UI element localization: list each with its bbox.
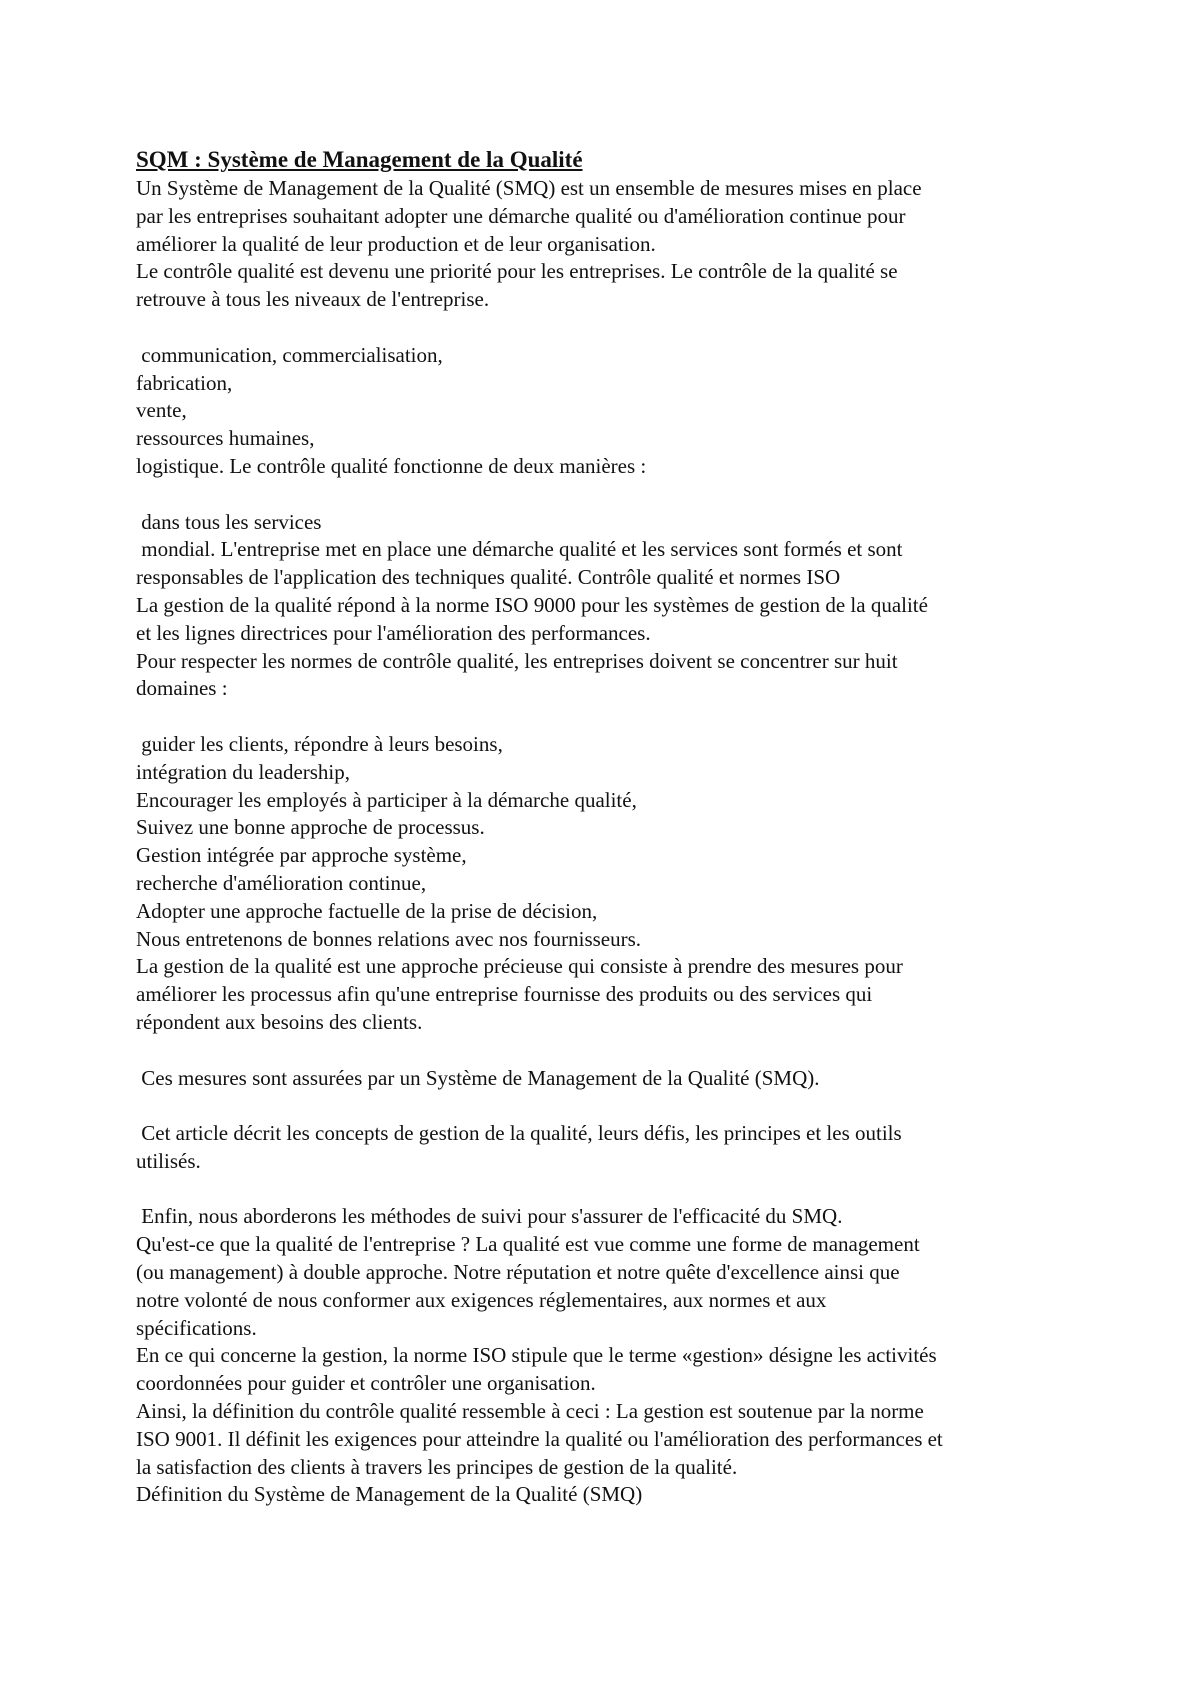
text-line: notre volonté de nous conformer aux exigences réglementaires, aux normes et aux <box>136 1287 827 1312</box>
document-body <box>136 175 1096 1509</box>
text-line: spécifications. <box>136 1315 257 1340</box>
text-line: Enfin, nous aborderons les méthodes de suivi pour s'assurer de l'efficacité du SMQ. <box>136 1204 843 1229</box>
text-line: domaines : <box>136 676 228 701</box>
text-line: communication, commercialisation, <box>136 342 443 367</box>
text-line: retrouve à tous les niveaux de l'entreprise. <box>136 287 490 312</box>
text-line: La gestion de la qualité est une approche précieuse qui consiste à prendre des mesures pour <box>136 954 903 979</box>
text-line: recherche d'amélioration continue, <box>136 870 427 895</box>
text-line: Nous entretenons de bonnes relations avec nos fournisseurs. <box>136 926 642 951</box>
text-line: fabrication, <box>136 370 233 395</box>
text-line: Cet article décrit les concepts de gestion de la qualité, leurs défis, les principes et les outils <box>136 1121 902 1146</box>
text-line: responsables de l'application des techniques qualité. Contrôle qualité et normes ISO <box>136 565 841 590</box>
blank-line <box>136 481 1096 509</box>
blank-line <box>136 1037 1096 1065</box>
text-line: Le contrôle qualité est devenu une priorité pour les entreprises. Le contrôle de la qualité se <box>136 259 898 284</box>
text-line: et les lignes directrices pour l'amélioration des performances. <box>136 620 651 645</box>
blank-line <box>136 703 1096 731</box>
text-line: guider les clients, répondre à leurs besoins, <box>136 731 503 756</box>
text-line: Ces mesures sont assurées par un Système de Management de la Qualité (SMQ). <box>136 1065 820 1090</box>
blank-line <box>136 1092 1096 1120</box>
blank-line <box>136 1176 1096 1204</box>
text-line: utilisés. <box>136 1148 201 1173</box>
document-page <box>136 145 1096 1509</box>
text-line: La gestion de la qualité répond à la norme ISO 9000 pour les systèmes de gestion de la qualité <box>136 592 928 617</box>
text-line: Adopter une approche factuelle de la prise de décision, <box>136 898 598 923</box>
text-line: la satisfaction des clients à travers les principes de gestion de la qualité. <box>136 1454 738 1479</box>
text-line: En ce qui concerne la gestion, la norme ISO stipule que le terme «gestion» désigne les activités <box>136 1343 937 1368</box>
text-line: Ainsi, la définition du contrôle qualité ressemble à ceci : La gestion est soutenue par la norme <box>136 1399 924 1424</box>
text-line: ressources humaines, <box>136 426 315 451</box>
blank-line <box>136 314 1096 342</box>
text-line: mondial. L'entreprise met en place une démarche qualité et les services sont formés et sont <box>136 537 903 562</box>
text-line: Qu'est-ce que la qualité de l'entreprise ? La qualité est vue comme une forme de management <box>136 1232 920 1257</box>
text-line: améliorer la qualité de leur production et de leur organisation. <box>136 231 656 256</box>
text-line: ISO 9001. Il définit les exigences pour atteindre la qualité ou l'amélioration des performances et <box>136 1426 943 1451</box>
text-line: répondent aux besoins des clients. <box>136 1009 423 1034</box>
text-line: Suivez une bonne approche de processus. <box>136 815 485 840</box>
text-line: dans tous les services <box>136 509 322 534</box>
document-title: SQM : Système de Management de la Qualité <box>136 147 583 172</box>
text-line: intégration du leadership, <box>136 759 351 784</box>
text-line: vente, <box>136 398 187 423</box>
text-line: Définition du Système de Management de la Qualité (SMQ) <box>136 1482 643 1507</box>
text-line: par les entreprises souhaitant adopter une démarche qualité ou d'amélioration continue pour <box>136 203 906 228</box>
text-line: (ou management) à double approche. Notre réputation et notre quête d'excellence ainsi que <box>136 1260 900 1285</box>
text-line: Un Système de Management de la Qualité (SMQ) est un ensemble de mesures mises en place <box>136 176 922 200</box>
text-line: améliorer les processus afin qu'une entreprise fournisse des produits ou des services qui <box>136 982 873 1007</box>
text-line: logistique. Le contrôle qualité fonctionne de deux manières : <box>136 453 647 478</box>
text-line: Pour respecter les normes de contrôle qualité, les entreprises doivent se concentrer sur huit <box>136 648 898 673</box>
text-line: Gestion intégrée par approche système, <box>136 843 467 868</box>
text-line: Encourager les employés à participer à la démarche qualité, <box>136 787 637 812</box>
text-line: coordonnées pour guider et contrôler une organisation. <box>136 1371 596 1396</box>
